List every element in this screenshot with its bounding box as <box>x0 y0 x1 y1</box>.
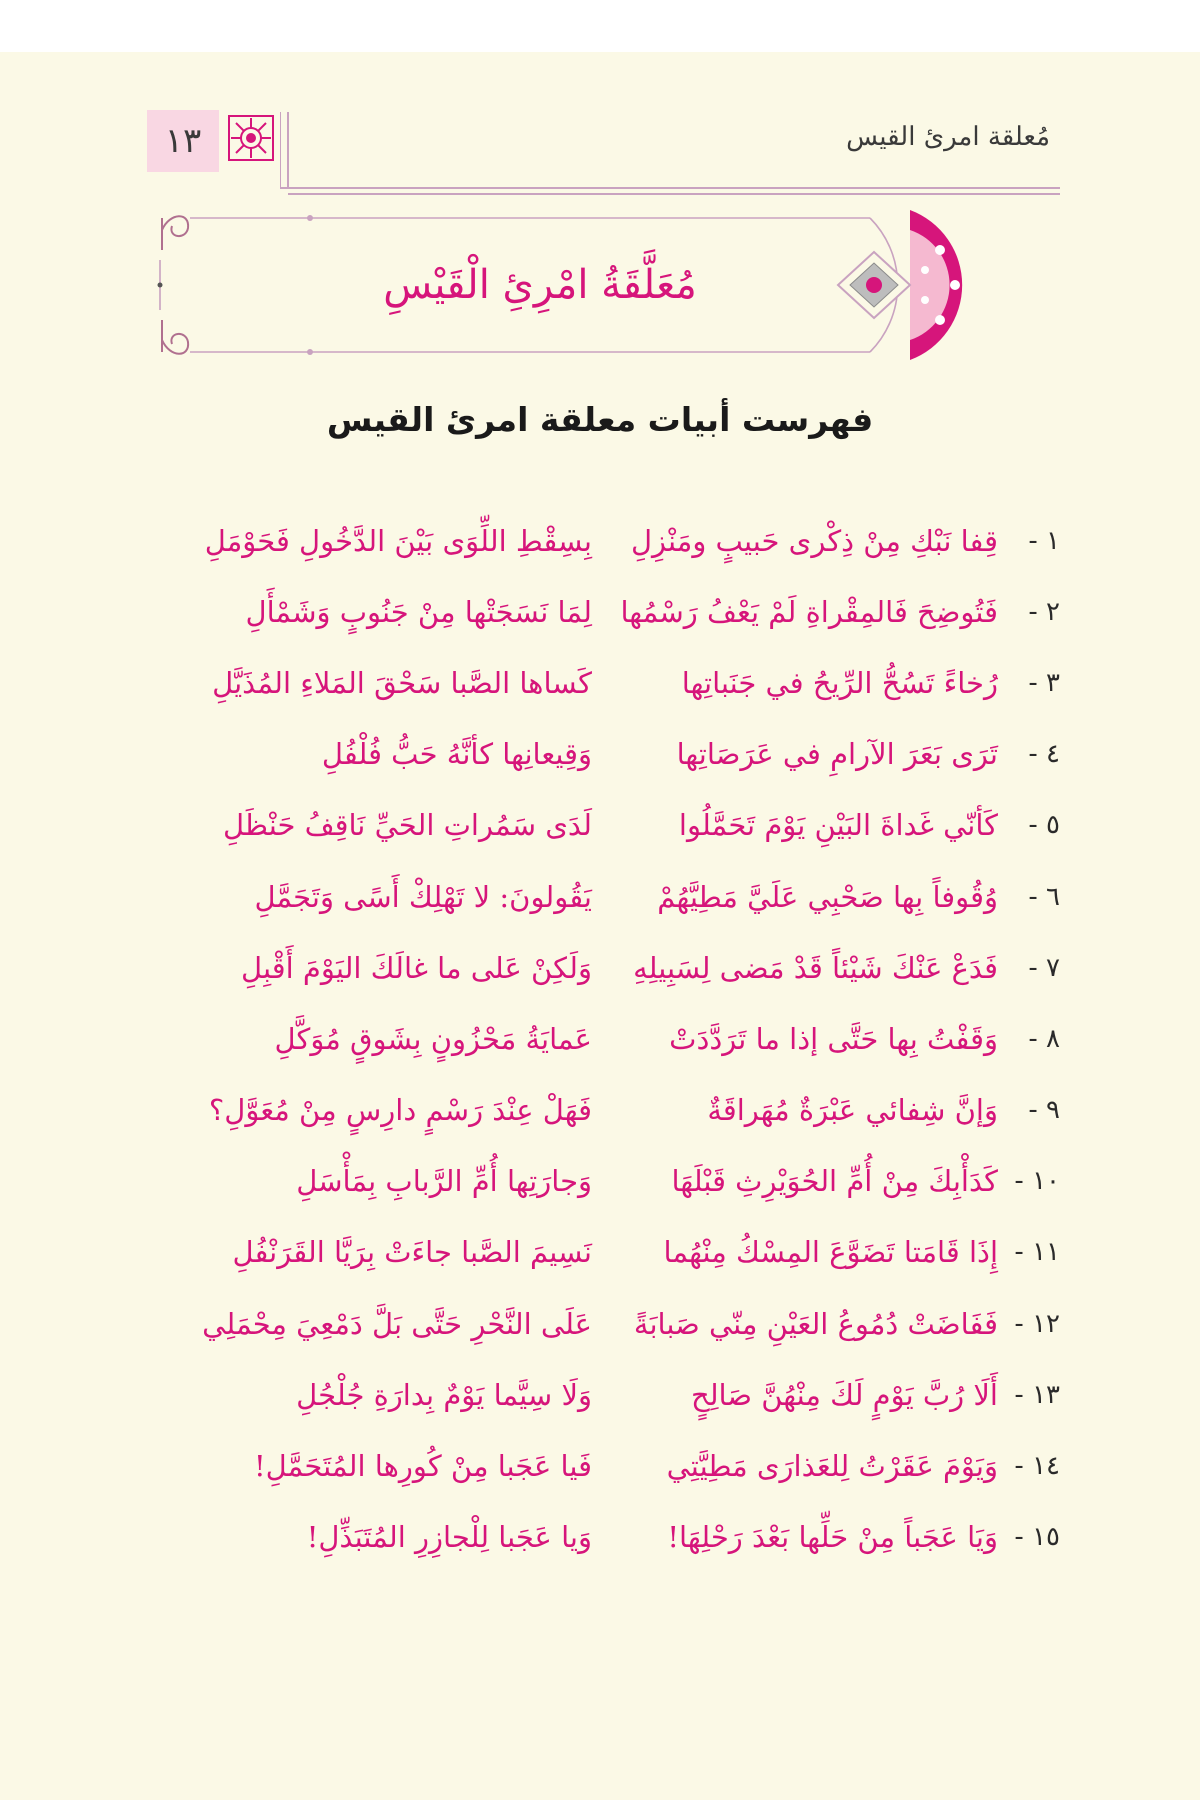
verse-number: ١ - <box>1028 525 1060 556</box>
verse-row <box>140 576 1060 647</box>
verse-second-hemistich: عَمايَةُ مَحْزُونٍ بِشَوقٍ مُوَكَّلِ <box>274 1021 592 1056</box>
running-title: مُعلقة امرئ القيس <box>846 122 1050 152</box>
verse-second-hemistich: وَلَا سِيَّما يَوْمٌ بِدارَةِ جُلْجُلِ <box>296 1377 592 1412</box>
verse-number: ١١ - <box>1014 1237 1060 1268</box>
verse-row <box>140 1430 1060 1501</box>
verse-row <box>140 790 1060 861</box>
verse-number: ١٤ - <box>1014 1451 1060 1482</box>
verse-first-hemistich: وَإنَّ شِفائي عَبْرَةٌ مُهَراقَةٌ <box>707 1093 998 1128</box>
verse-first-hemistich: وَقَفْتُ بِها حَتَّى إذا ما تَرَدَّدَتْ <box>669 1021 998 1056</box>
verse-number: ٥ - <box>1028 810 1060 841</box>
verse-number: ١٠ - <box>1014 1166 1060 1197</box>
verse-second-hemistich: لِمَا نَسَجَتْها مِنْ جَنُوبٍ وَشَمْأَلِ <box>245 594 592 629</box>
verse-number: ١٣ - <box>1014 1379 1060 1410</box>
verse-first-hemistich: كَدَأْبِكَ مِنْ أُمِّ الحُوَيْرِثِ قَبْلَهَا <box>671 1164 998 1199</box>
verse-number: ١٢ - <box>1014 1308 1060 1339</box>
verse-second-hemistich: وَلَكِنْ عَلى ما غالَكَ اليَوْمَ أَقْبِلِ <box>241 950 592 985</box>
verse-row <box>140 1359 1060 1430</box>
verse-first-hemistich: فَفَاضَتْ دُمُوعُ العَيْنِ مِنّي صَبابَةً <box>633 1306 998 1341</box>
verse-row <box>140 1003 1060 1074</box>
verse-row <box>140 861 1060 932</box>
verse-second-hemistich: فَهَلْ عِنْدَ رَسْمٍ دارِسٍ مِنْ مُعَوَّلِ؟ <box>208 1093 592 1128</box>
verse-first-hemistich: كَأنّي غَداةَ البَيْنِ يَوْمَ تَحَمَّلُوا <box>678 808 998 843</box>
verse-second-hemistich: نَسِيمَ الصَّبا جاءَتْ بِرَيَّا القَرَنْفُلِ <box>232 1235 592 1270</box>
verse-second-hemistich: عَلَى النَّحْرِ حَتَّى بَلَّ دَمْعِيَ مِحْمَلِي <box>202 1306 592 1341</box>
verse-row <box>140 1146 1060 1217</box>
verse-second-hemistich: فَيا عَجَبا مِنْ كُورِها المُتَحَمَّلِ! <box>254 1449 592 1484</box>
index-heading: فهرست أبيات معلقة امرئ القيس <box>326 400 874 439</box>
verse-number: ٢ - <box>1028 596 1060 627</box>
verse-first-hemistich: قِفا نَبْكِ مِنْ ذِكْرى حَبيبٍ ومَنْزِلِ <box>630 523 998 558</box>
medallion-ornament-icon <box>838 210 962 360</box>
verse-row <box>140 647 1060 718</box>
verse-row <box>140 505 1060 576</box>
verse-row <box>140 1217 1060 1288</box>
verse-number: ٨ - <box>1028 1023 1060 1054</box>
verse-first-hemistich: وَيَوْمَ عَقَرْتُ لِلعَذارَى مَطِيَّتِي <box>666 1449 998 1484</box>
page-number: ١٣ <box>147 110 219 172</box>
verse-second-hemistich: لَدَى سَمُراتِ الحَيِّ نَاقِفُ حَنْظَلِ <box>222 808 592 843</box>
verse-number: ٤ - <box>1028 739 1060 770</box>
verse-second-hemistich: بِسِقْطِ اللِّوَى بَيْنَ الدَّخُولِ فَحَوْمَلِ <box>204 523 592 558</box>
verse-first-hemistich: تَرَى بَعَرَ الآرامِ في عَرَصَاتِها <box>676 737 998 772</box>
verse-list <box>140 505 1060 1573</box>
verse-row <box>140 932 1060 1003</box>
rosette-ornament-icon <box>226 112 276 164</box>
verse-first-hemistich: رُخاءً تَسُحُّ الرِّيحُ في جَنَباتِها <box>681 665 998 700</box>
verse-number: ٣ - <box>1028 667 1060 698</box>
verse-row <box>140 1288 1060 1359</box>
verse-first-hemistich: فَدَعْ عَنْكَ شَيْئاً قَدْ مَضى لِسَبِيلِهِ <box>633 950 998 985</box>
verse-second-hemistich: وَقِيعانِها كأنَّهُ حَبُّ فُلْفُلِ <box>321 737 592 772</box>
verse-first-hemistich: وُقُوفاً بِها صَحْبِي عَلَيَّ مَطِيَّهُمْ <box>657 879 998 914</box>
verse-number: ٦ - <box>1028 881 1060 912</box>
verse-row <box>140 1075 1060 1146</box>
verse-second-hemistich: وَجارَتِها أُمِّ الرَّبابِ بِمَأْسَلِ <box>296 1164 592 1199</box>
verse-row <box>140 1502 1060 1573</box>
verse-first-hemistich: فَتُوضِحَ فَالمِقْراةِ لَمْ يَعْفُ رَسْمُها <box>620 594 998 629</box>
verse-second-hemistich: يَقُولونَ: لا تَهْلِكْ أَسًى وَتَجَمَّلِ <box>254 879 592 914</box>
verse-number: ١٥ - <box>1014 1522 1060 1553</box>
verse-row <box>140 719 1060 790</box>
verse-first-hemistich: أَلَا رُبَّ يَوْمٍ لَكَ مِنْهُنَّ صَالِحٍ <box>690 1377 998 1412</box>
verse-number: ٩ - <box>1028 1095 1060 1126</box>
verse-second-hemistich: كَساها الصَّبا سَحْقَ المَلاءِ المُذَيَّلِ <box>212 665 592 700</box>
banner-title: مُعَلَّقَةُ امْرِئِ الْقَيْسِ <box>383 262 697 308</box>
verse-first-hemistich: إِذَا قَامَتا تَضَوَّعَ المِسْكُ مِنْهُما <box>663 1235 998 1270</box>
verse-first-hemistich: وَيَا عَجَباً مِنْ حَلِّها بَعْدَ رَحْلِهَا! <box>667 1520 998 1555</box>
verse-number: ٧ - <box>1028 952 1060 983</box>
verse-second-hemistich: وَيا عَجَبا لِلْجازِرِ المُتَبَذِّلِ! <box>306 1520 592 1555</box>
